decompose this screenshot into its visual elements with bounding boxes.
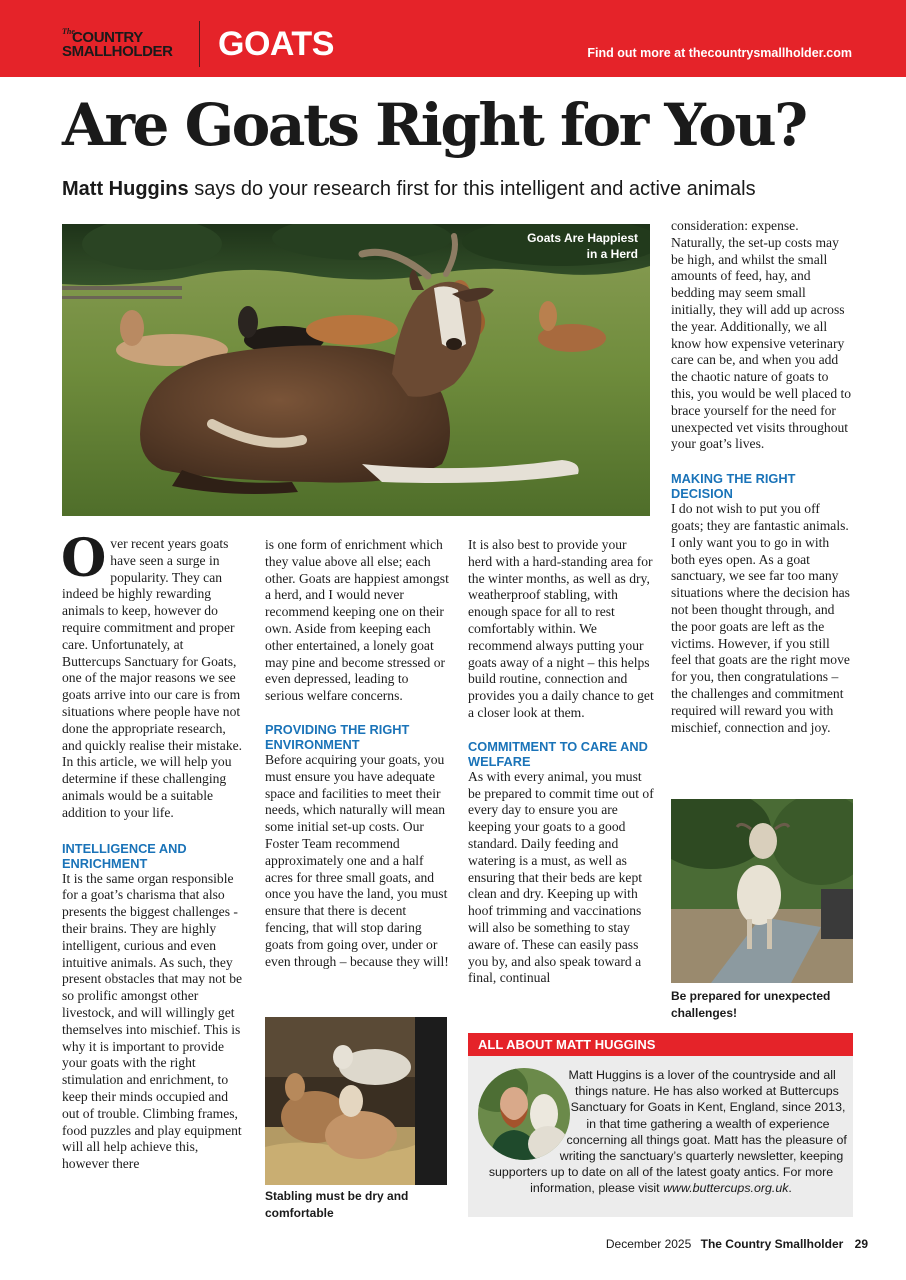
bio-url-link[interactable]: www.buttercups.org.uk: [663, 1181, 789, 1196]
stabling-caption: Stabling must be dry and comfortable: [265, 1189, 409, 1220]
drop-cap: O: [61, 528, 107, 589]
issue-date: December 2025: [605, 1237, 692, 1251]
header-bar: [0, 0, 906, 77]
goats-in-field-image: [62, 224, 650, 516]
bio-body: Matt Huggins is a lover of the countryside and all things nature. He has also worked at Buttercups Sanctuary for Goats in Kent, England, since 2013, in that time gathering a wealth of experience concerning all things goat. Matt has the pleasure of writing the sanctuary’s quarterly newsletter, keeping supporters up to date on all of the latest goaty antics. For more information, please visit: [488, 1068, 847, 1196]
environment-paragraph: Before acquiring your goats, you must ensure you have adequate space and facilities to meet their needs, which naturally will mean some initial set-up costs. Our Foster Team recommend approximately one and a half acres for three small goats, and once you have the land, you must ensure that there is decent fencing, that will stop daring goats from going over, under or even through – because they will!: [265, 751, 449, 969]
column-1: [61, 528, 244, 1173]
heading-decision: MAKING THE RIGHT DECISION: [671, 471, 796, 502]
standfirst: [62, 178, 756, 201]
bio-float-spacer: [474, 1067, 568, 1163]
goats-in-stable-image: [265, 1017, 447, 1185]
author-bio-box: [468, 1033, 853, 1217]
magazine-name: The Country Smallholder: [700, 1237, 844, 1251]
climbing-goat-caption: Be prepared for unexpected challenges!: [671, 989, 831, 1020]
column-3: [468, 537, 654, 987]
find-more-link[interactable]: Find out more at thecountrysmallholder.com: [587, 46, 852, 60]
logo-line-1: COUNTRY: [72, 29, 143, 46]
commitment-paragraph-cont: consideration: expense. Naturally, the set-up costs may be high, and whilst the small amounts of feed, hay, and bedding may seem small initially, they will add up across the year. Additionally, we all know how expensive veterinary care can be, and when you add the chaotic nature of goats to this, you would be well placed to brace yourself for the need for unexpected vet visits throughout your goat’s lives.: [671, 218, 852, 452]
bio-text: [474, 1067, 848, 1197]
column-2: [265, 537, 449, 970]
intro-text: ver recent years goats have seen a surge in popularity. They can indeed be highly rewarding animals to keep, however do require commitment and proper care. Unfortunately, at Buttercups Sanctuary for Goats, one of the major reasons we see goats arrive into our care is from situations where people have not done the appropriate research, and quickly realise their mistake. In this article, we will help you determine if these challenging animals would be a suitable addition to your life.: [62, 536, 243, 820]
decision-paragraph: I do not wish to put you off goats; they are fantastic animals. I only want you to go in with both eyes open. As a goat sanctuary, we see far too many situations where the decision has not been thought through, and the poor goats are left as the victims. However, if you still feel that goats are the right move for you, then congratulations – the challenges and commitment required will reward you with mischief, connection and joy.: [671, 501, 850, 735]
intro-paragraph: [61, 528, 244, 822]
stabling-photo: [265, 1017, 447, 1185]
page-number: 29: [854, 1237, 868, 1251]
climbing-goat-photo: [671, 799, 853, 983]
hero-caption-line-1: Goats Are Happiest: [527, 231, 638, 245]
page-footer: [606, 1237, 868, 1251]
section-title: GOATS: [218, 25, 334, 63]
heading-environment: PROVIDING THE RIGHT ENVIRONMENT: [265, 721, 410, 752]
hero-caption: [527, 230, 638, 262]
commitment-paragraph: As with every animal, you must be prepared to commit time out of every day to ensure you are keeping your goats to a good standard. Daily feeding and watering is a must, as well as ensuring that their beds are kept clean and dry. Keeping up with hoof trimming and vaccinations will also be something to stay aware of. These can easily pass you by, and also speak toward a final, continual: [468, 768, 654, 986]
column-4: [671, 218, 853, 736]
logo-line-2: SMALLHOLDER: [62, 42, 173, 60]
hero-photo: [62, 224, 650, 516]
logo-the: The: [62, 27, 75, 36]
article-title: Are Goats Right for You?: [62, 91, 806, 159]
heading-intelligence: INTELLIGENCE AND ENRICHMENT: [62, 840, 187, 871]
magazine-logo[interactable]: [62, 27, 173, 60]
intelligence-paragraph: It is the same organ responsible for a goat’s charisma that also presents the biggest challenges - their brains. They are highly intelligent, curious and even intuitive animals. As such, they present obstacles that may not be so prolific amongst other livestock, and will willingly get themselves into mischief. This is why it is important to provide your goats with the right stimulation and enrichment, to keep their minds occupied and out of trouble. Climbing frames, food puzzles and play equipment will all help achieve this, however there: [62, 870, 243, 1172]
intelligence-paragraph-cont: is one form of enrichment which they value above all else; each other. Goats are happiest amongst a herd, and I would never recommend keeping one on their own. Aside from keeping each other entertained, a lonely goat may pine and become stressed or even depressed, leading to serious welfare concerns.: [265, 537, 449, 704]
heading-commitment: COMMITMENT TO CARE AND WELFARE: [468, 738, 648, 769]
standfirst-text: says do your research first for this intelligent and active animals: [194, 178, 756, 200]
author-name: Matt Huggins: [62, 178, 189, 200]
header-divider: [199, 21, 200, 67]
bio-end: .: [788, 1181, 792, 1196]
goat-on-ramp-image: [671, 799, 853, 983]
hero-caption-line-2: in a Herd: [586, 247, 638, 261]
bio-heading: ALL ABOUT MATT HUGGINS: [468, 1033, 853, 1056]
environment-paragraph-cont: It is also best to provide your herd with a hard-standing area for the winter months, as well as dry, weatherproof stabling, with enough space for all to rest comfortably within. We recommend always putting your goats away of a night – this helps build routine, connection and provides you a daily chance to get a closer look at them.: [468, 537, 654, 720]
